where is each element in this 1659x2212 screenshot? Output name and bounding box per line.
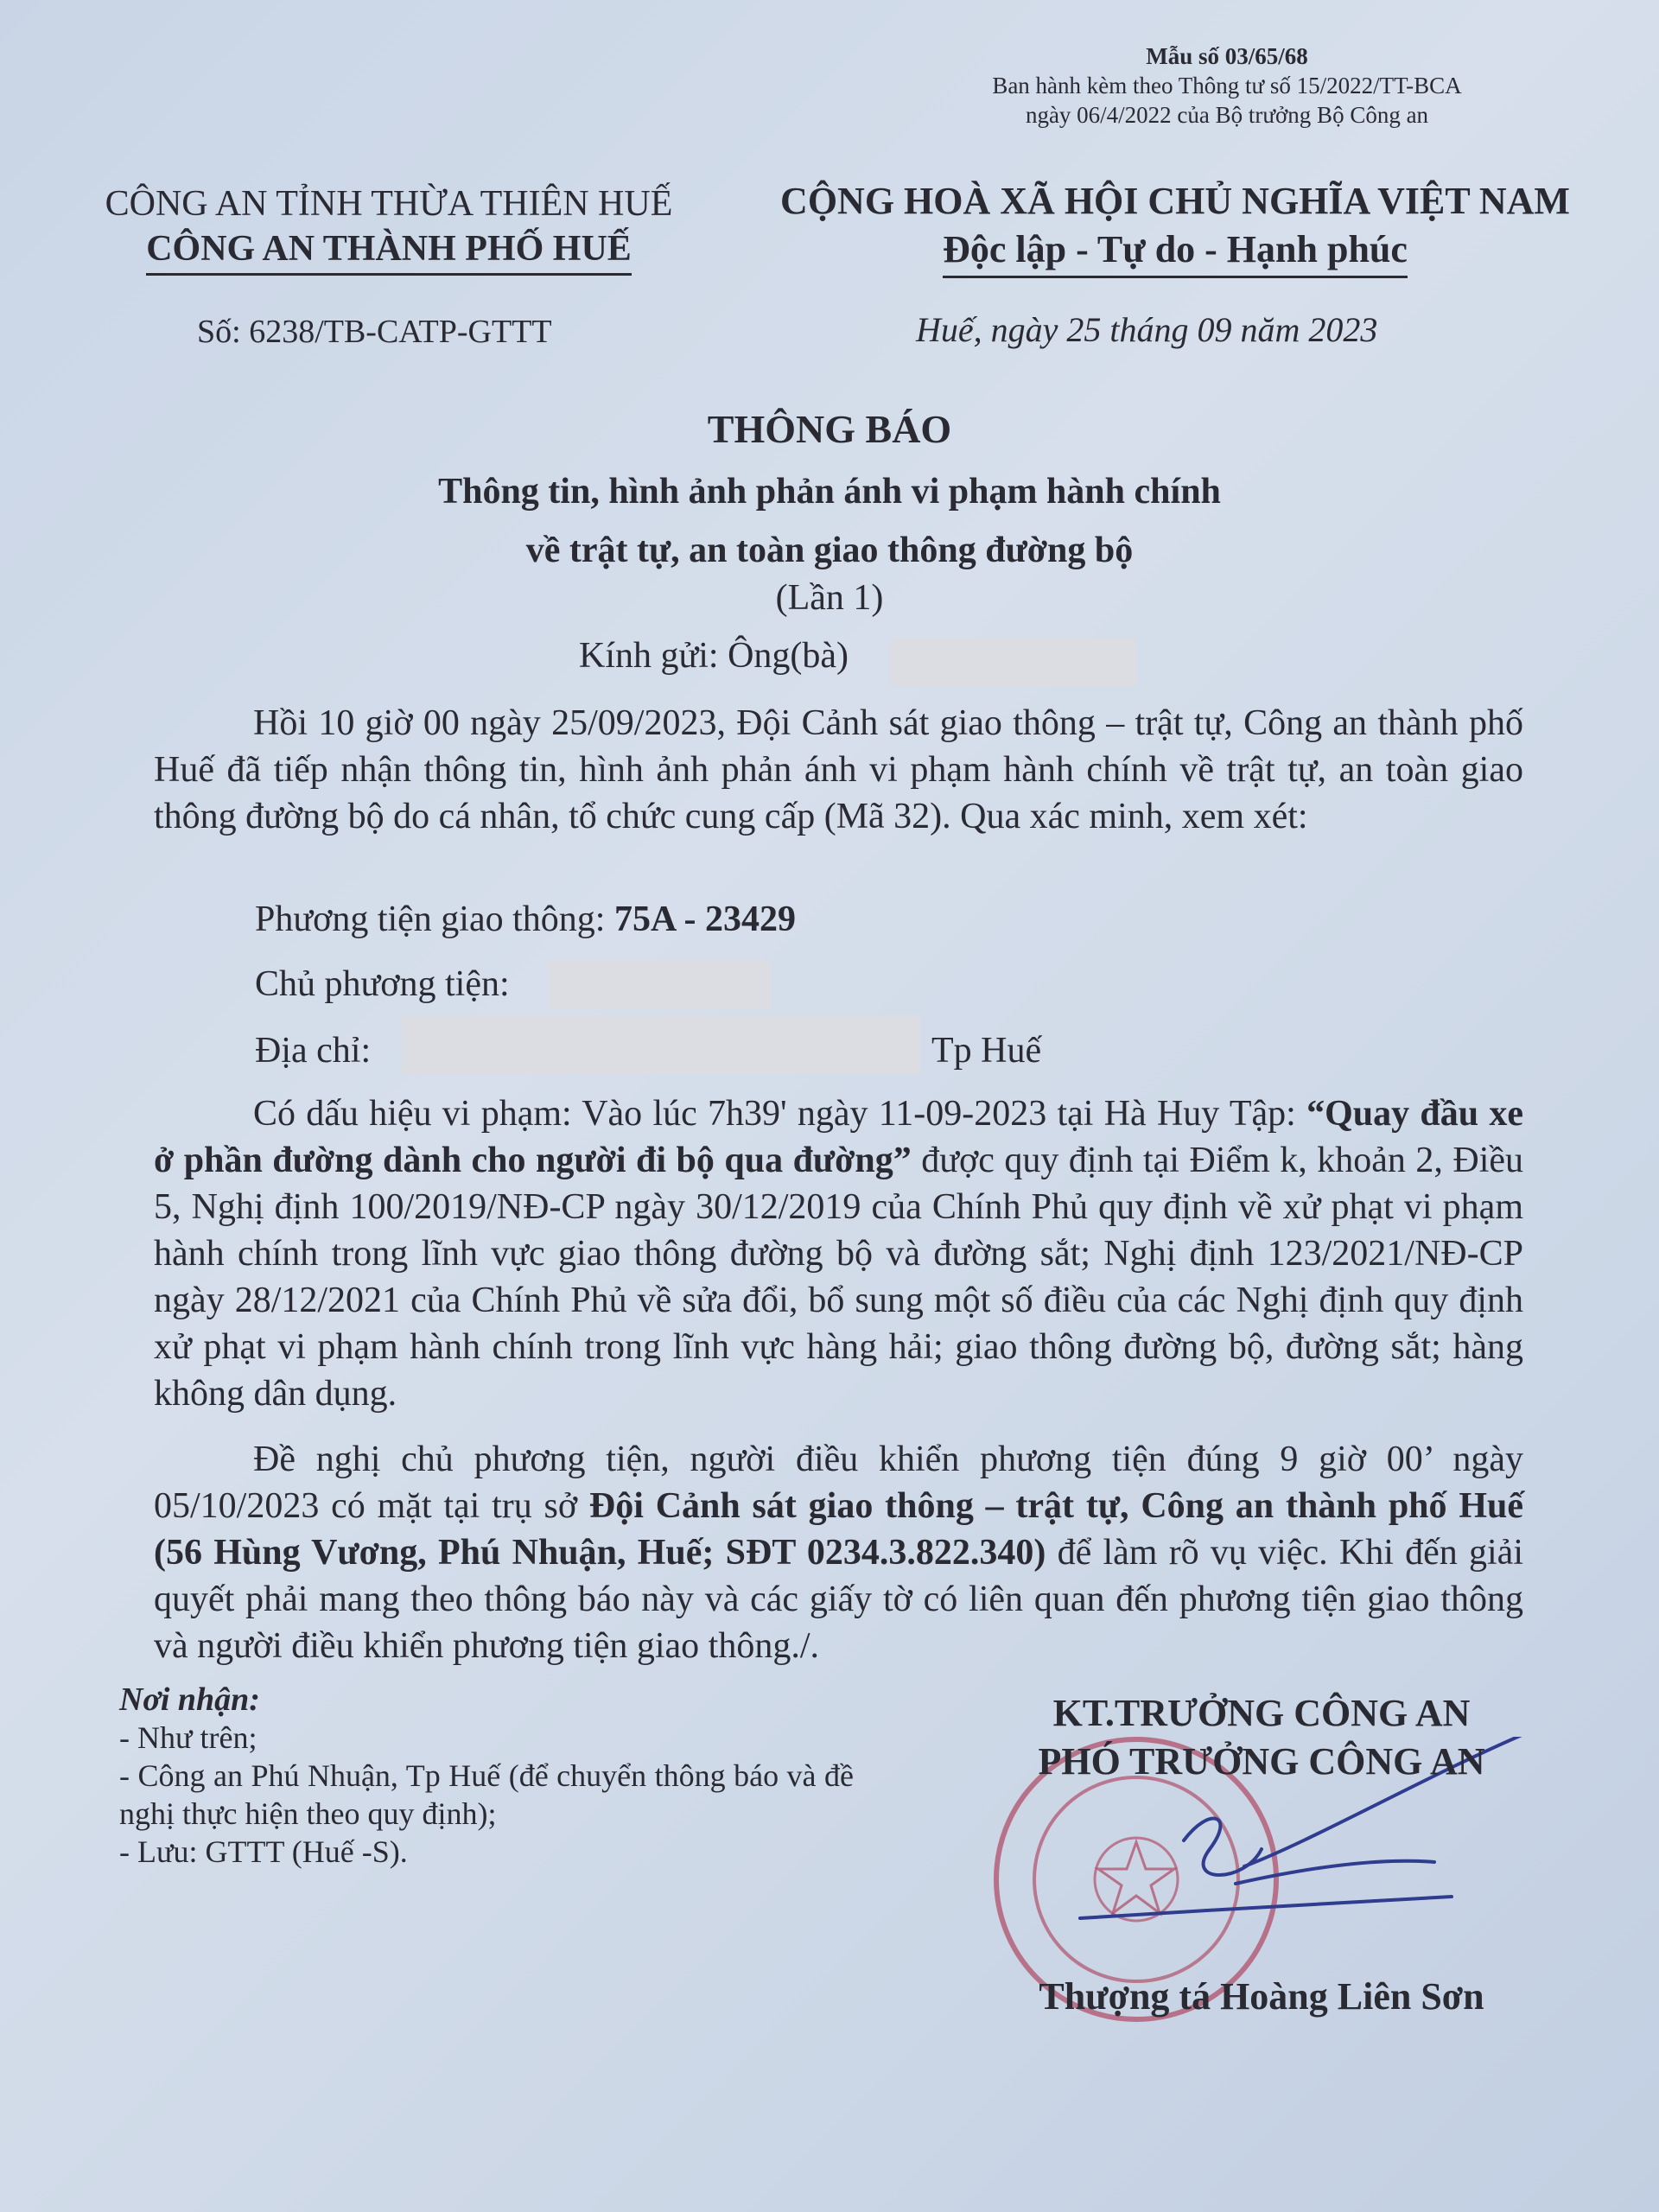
- vehicle-label: Phương tiện giao thông:: [255, 899, 614, 939]
- violation-legal-basis: được quy định tại Điểm k, khoản 2, Điều 5, Nghị định 100/2019/NĐ-CP ngày 30/12/2019 của Chính Phủ quy định về xử phạt vi phạm hành chính trong lĩnh vực giao thông đường bộ và đường sắt; Nghị định 123/2021/NĐ-CP ngày 28/12/2021 của Chính Phủ về sửa đổi, bổ sung một số điều của các Nghị định quy định xử phạt vi phạm hành chính trong lĩnh vực hàng hải; giao thông đường bộ, đường sắt; hàng không dân dụng.: [154, 1141, 1523, 1414]
- signature-block: [959, 1689, 1564, 1786]
- recipient-item: - Lưu: GTTT (Huế -S).: [119, 1834, 408, 1869]
- recipients-block: [119, 1681, 854, 1871]
- agency-header: [95, 181, 683, 276]
- subtitle-line2: về trật tự, an toàn giao thông đường bộ: [525, 531, 1134, 570]
- form-code: Mẫu số 03/65/68: [1146, 43, 1308, 69]
- signature-title-1: KT.TRƯỞNG CÔNG AN: [1052, 1692, 1471, 1734]
- document-subtitle: [0, 462, 1659, 580]
- subtitle-line1: Thông tin, hình ảnh phản ánh vi phạm hành chính: [438, 472, 1221, 512]
- nation-motto: Độc lập - Tự do - Hạnh phúc: [943, 226, 1408, 278]
- form-ref-line1: Ban hành kèm theo Thông tư số 15/2022/TT-BCA: [992, 73, 1462, 99]
- vehicle-field: [255, 899, 796, 940]
- document-title: THÔNG BÁO: [707, 407, 952, 451]
- request-location: Đội Cảnh sát giao thông – trật tự, Công an thành phố Huế (56 Hùng Vương, Phú Nhuận, Huế; SĐT 0234.3.822.340): [154, 1486, 1523, 1573]
- violation-paragraph: [154, 1090, 1523, 1417]
- signer-name: Thượng tá Hoàng Liên Sơn: [1039, 1975, 1484, 2018]
- redacted-owner: [549, 961, 772, 1009]
- form-ref-line2: ngày 06/4/2022 của Bộ trưởng Bộ Công an: [1025, 102, 1429, 128]
- recipients-heading: Nơi nhận:: [119, 1681, 260, 1718]
- attempt-number: (Lần 1): [775, 578, 884, 618]
- form-reference: [959, 41, 1495, 130]
- document-number: Số: 6238/TB-CATP-GTTT: [197, 314, 552, 350]
- redacted-address: [402, 1015, 920, 1074]
- place-date: Huế, ngày 25 tháng 09 năm 2023: [916, 310, 1378, 349]
- address-field: [255, 1030, 371, 1071]
- agency-name: CÔNG AN THÀNH PHỐ HUẾ: [146, 226, 632, 276]
- nation-header: [743, 177, 1607, 278]
- agency-parent: CÔNG AN TỈNH THỪA THIÊN HUẾ: [105, 184, 673, 224]
- intro-paragraph: [154, 700, 1523, 840]
- nation-name: CỘNG HOÀ XÃ HỘI CHỦ NGHĨA VIỆT NAM: [780, 180, 1570, 222]
- owner-label: Chủ phương tiện:: [255, 964, 510, 1004]
- addressee-label: Kính gửi: Ông(bà): [579, 636, 849, 676]
- vehicle-plate: 75A - 23429: [613, 899, 796, 939]
- signature-title-2: PHÓ TRƯỞNG CÔNG AN: [1038, 1740, 1485, 1783]
- request-rest: để làm rõ vụ việc. Khi đến giải quyết phải mang theo thông báo này và các giấy tờ có liên quan đến phương tiện giao thông và người điều khiển phương tiện giao thông./.: [154, 1533, 1523, 1666]
- owner-field: [255, 963, 510, 1005]
- address-city: Tp Huế: [931, 1031, 1042, 1071]
- recipient-item: - Công an Phú Nhuận, Tp Huế (để chuyển thông báo và đề nghị thực hiện theo quy định);: [119, 1758, 854, 1831]
- redacted-addressee: [890, 638, 1136, 686]
- recipient-item: - Như trên;: [119, 1720, 257, 1755]
- violation-intro: Có dấu hiệu vi phạm: Vào lúc 7h39' ngày 11-09-2023 tại Hà Huy Tập:: [253, 1094, 1307, 1134]
- violation-description: “Quay đầu xe ở phần đường dành cho người đi bộ qua đường”: [154, 1094, 1523, 1180]
- request-intro: Đề nghị chủ phương tiện, người điều khiển phương tiện đúng 9 giờ 00’ ngày 05/10/2023 có mặt tại trụ sở: [154, 1440, 1523, 1526]
- request-paragraph: [154, 1436, 1523, 1669]
- intro-text: Hồi 10 giờ 00 ngày 25/09/2023, Đội Cảnh sát giao thông – trật tự, Công an thành phố Huế đã tiếp nhận thông tin, hình ảnh phản ánh vi phạm hành chính về trật tự, an toàn giao thông đường bộ do cá nhân, tổ chức cung cấp (Mã 32). Qua xác minh, xem xét:: [154, 703, 1523, 836]
- address-label: Địa chỉ:: [255, 1031, 372, 1071]
